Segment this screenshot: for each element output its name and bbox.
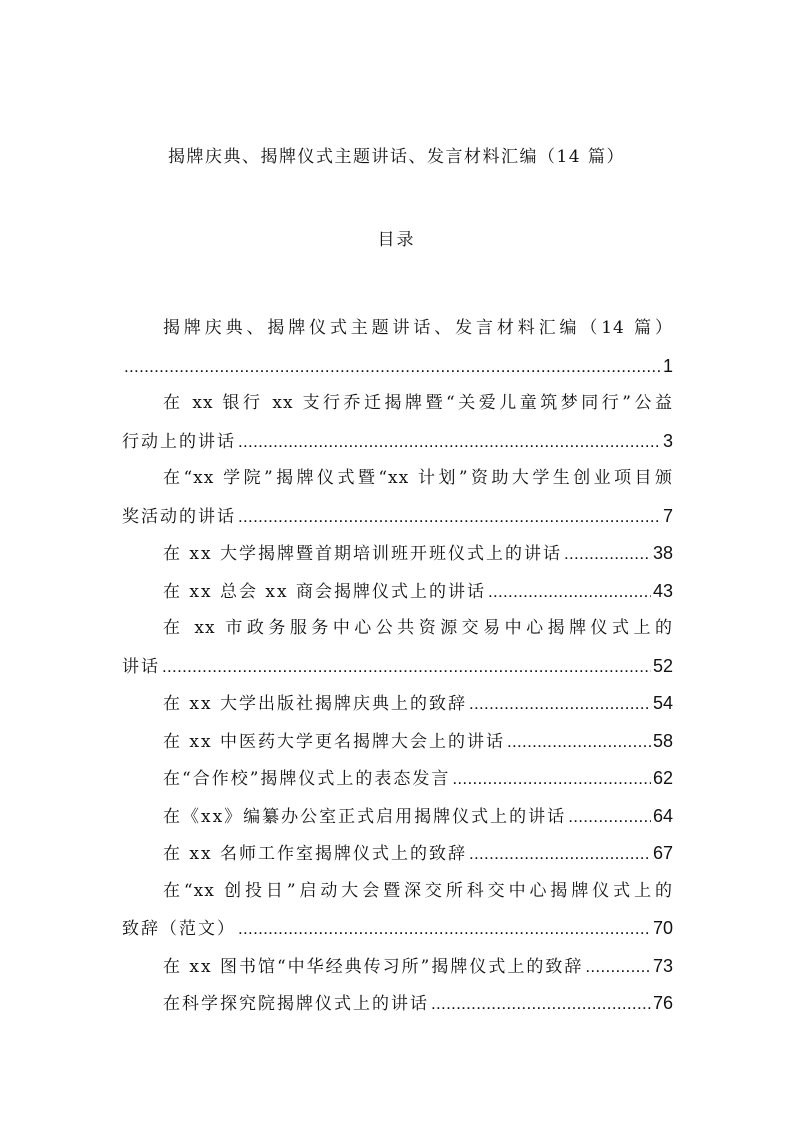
toc-entry-title-line1: 在“xx 学院”揭牌仪式暨“xx 计划”资助大学生创业项目颁 [163, 468, 673, 488]
dot-leader [488, 573, 651, 611]
table-of-contents [122, 310, 673, 1023]
toc-page-number: 73 [652, 955, 673, 976]
toc-entry[interactable] [122, 985, 673, 1023]
document-title: 揭牌庆典、揭牌仪式主题讲话、发言材料汇编（14 篇） [167, 147, 626, 167]
toc-page-number: 64 [652, 805, 673, 826]
toc-entry-title: 在科学探究院揭牌仪式上的讲话 [163, 994, 429, 1014]
toc-entry-title: 在“合作校”揭牌仪式上的表态发言 [163, 769, 451, 789]
toc-entry[interactable] [122, 685, 673, 723]
toc-entry[interactable] [122, 760, 673, 798]
toc-entry-title: 在 xx 大学出版社揭牌庆典上的致辞 [163, 694, 467, 714]
toc-page-number: 38 [652, 543, 673, 563]
toc-entry[interactable] [122, 535, 673, 573]
dot-leader [124, 348, 661, 386]
toc-page-number: 58 [652, 730, 673, 751]
toc-entry-title: 在 xx 图书馆“中华经典传习所”揭牌仪式上的致辞 [163, 956, 584, 977]
toc-page-number: 67 [652, 843, 673, 863]
dot-leader [452, 760, 651, 798]
toc-heading: 目录 [377, 230, 416, 250]
toc-entry[interactable] [122, 873, 673, 948]
toc-entry-title: 在 xx 中医药大学更名揭牌大会上的讲话 [163, 731, 505, 752]
dot-leader [507, 723, 651, 761]
toc-entry-title-line1: 揭牌庆典、揭牌仪式主题讲话、发言材料汇编（14 篇） [163, 318, 673, 338]
dot-leader [238, 498, 661, 536]
toc-entry-title-line1: 在 xx 市政务服务中心公共资源交易中心揭牌仪式上的 [163, 618, 673, 638]
toc-entry[interactable] [122, 835, 673, 873]
toc-entry-title: 在 xx 总会 xx 商会揭牌仪式上的讲话 [163, 581, 486, 602]
toc-entry[interactable] [122, 460, 673, 535]
dot-leader [568, 798, 651, 836]
toc-entry-title: 在 xx 名师工作室揭牌仪式上的致辞 [163, 844, 467, 864]
toc-entry[interactable] [122, 573, 673, 611]
toc-entry[interactable] [122, 310, 673, 385]
toc-entry-title: 奖活动的讲话 [122, 506, 236, 527]
toc-page-number: 1 [662, 355, 673, 376]
toc-page-number: 70 [652, 918, 673, 938]
dot-leader [431, 985, 651, 1023]
toc-page-number: 76 [652, 993, 673, 1013]
toc-page-number: 43 [652, 580, 673, 601]
toc-entry[interactable] [122, 610, 673, 685]
toc-page-number: 62 [652, 768, 673, 788]
toc-page-number: 3 [662, 430, 673, 451]
toc-page-number: 7 [662, 505, 673, 526]
toc-entry[interactable] [122, 723, 673, 761]
toc-page-number: 52 [652, 655, 673, 676]
dot-leader [162, 648, 651, 686]
dot-leader [238, 910, 651, 948]
toc-page-number: 54 [652, 693, 673, 713]
dot-leader [469, 685, 651, 723]
toc-entry-title: 在 xx 大学揭牌暨首期培训班开班仪式上的讲话 [163, 544, 562, 564]
toc-entry[interactable] [122, 948, 673, 986]
toc-entry-title: 讲话 [122, 656, 160, 677]
toc-entry-title-line1: 在“xx 创投日”启动大会暨深交所科交中心揭牌仪式上的 [163, 880, 673, 901]
dot-leader [238, 423, 661, 461]
toc-entry-title: 致辞（范文） [122, 919, 236, 939]
toc-entry-title-line1: 在 xx 银行 xx 支行乔迁揭牌暨“关爱儿童筑梦同行”公益 [163, 393, 673, 413]
toc-entry-title: 行动上的讲话 [122, 431, 236, 452]
dot-leader [469, 835, 651, 873]
toc-entry-title: 在《xx》编纂办公室正式启用揭牌仪式上的讲话 [163, 806, 567, 827]
toc-entry[interactable] [122, 798, 673, 836]
dot-leader [585, 948, 651, 986]
toc-entry[interactable] [122, 385, 673, 460]
dot-leader [564, 535, 651, 573]
